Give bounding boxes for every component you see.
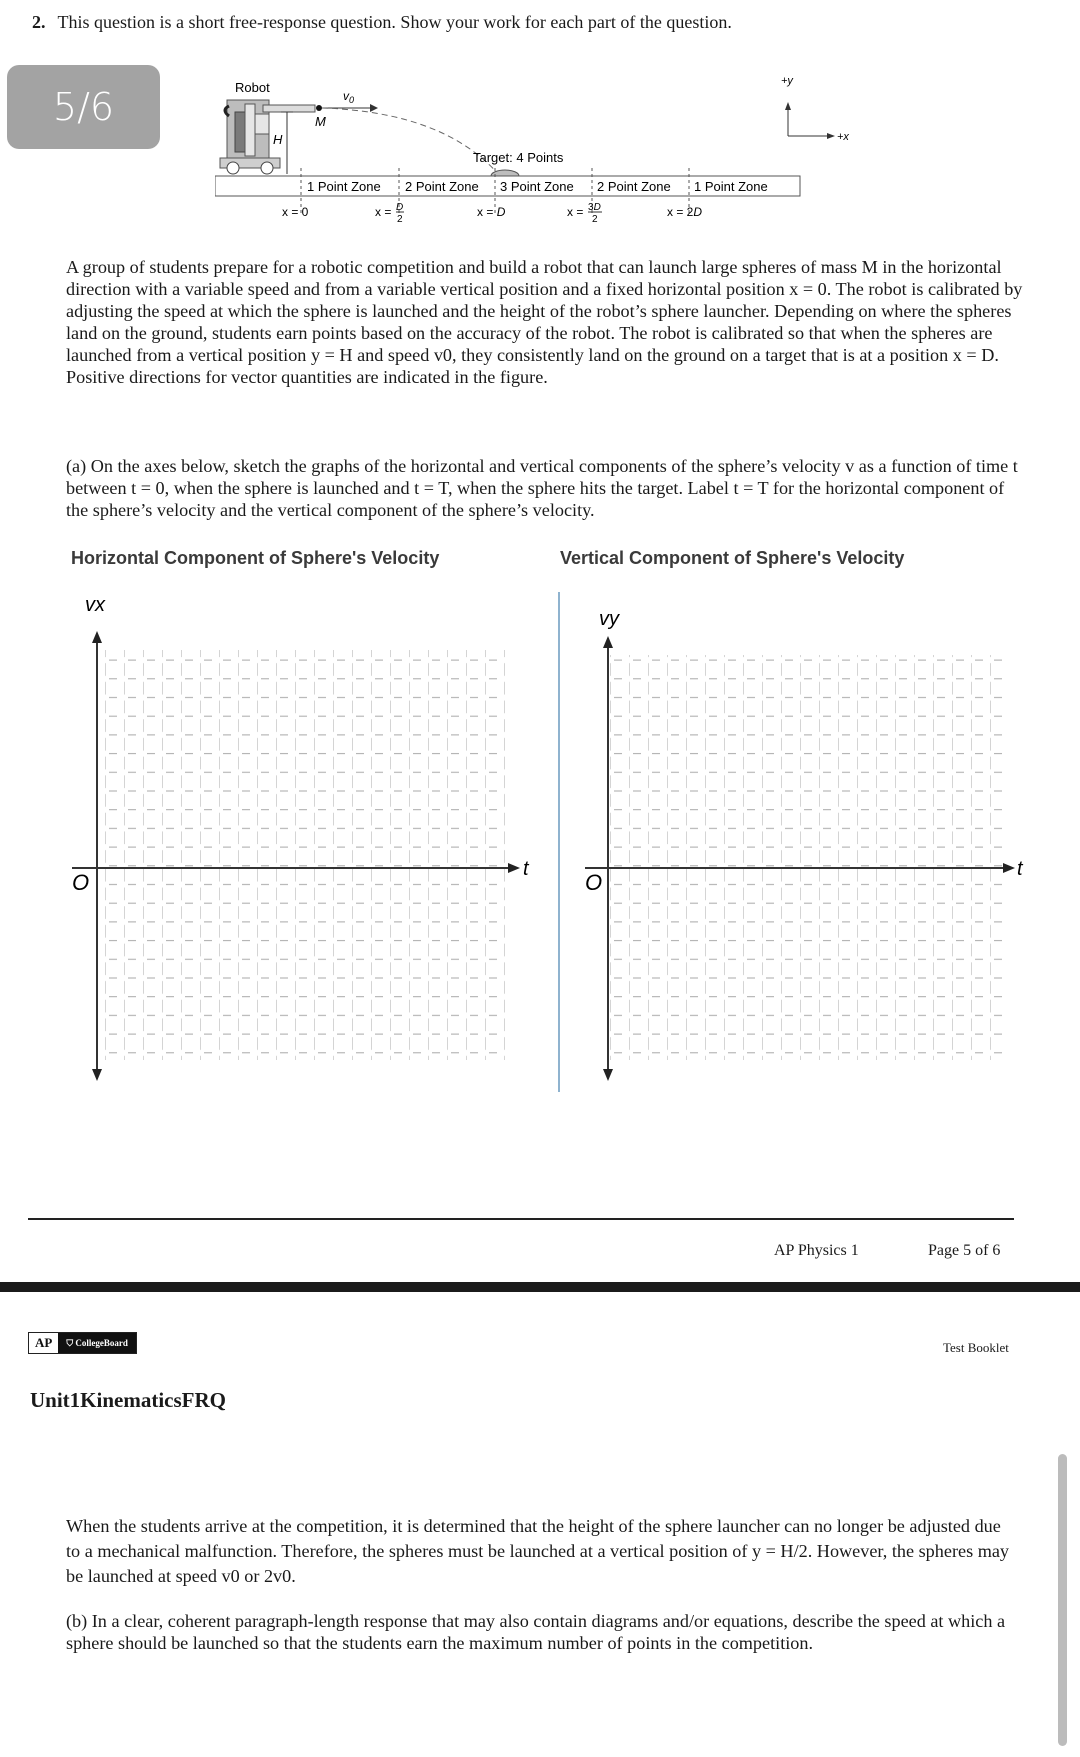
ap-collegeboard-logo — [28, 1332, 137, 1354]
robot-label: Robot — [235, 80, 270, 95]
origin-label: O — [72, 870, 90, 895]
question-header — [32, 12, 732, 33]
footer-subject: AP Physics 1 — [774, 1242, 859, 1259]
svg-text:M: M — [315, 114, 326, 129]
vertical-graph-title: Vertical Component of Sphere's Velocity — [560, 548, 905, 568]
origin-label: O — [585, 870, 603, 895]
robot-diagram — [215, 72, 885, 232]
progress-badge[interactable]: 5/6 — [7, 65, 160, 149]
question-instruction: This question is a short free-response question. Show your work for each part of the question. — [57, 12, 732, 32]
svg-text:x = 0: x = 0 — [282, 205, 309, 219]
svg-text:v0: $v_0$ — [343, 89, 355, 105]
svg-text:+x: +x — [837, 131, 849, 143]
svg-text:x =: x = — [375, 205, 392, 219]
page-footer-rule — [28, 1218, 1014, 1220]
test-booklet-label: Test Booklet — [943, 1340, 1009, 1355]
svg-text:2: 2 — [397, 214, 403, 225]
svg-text:+y: +y — [781, 75, 793, 87]
svg-text:2: 2 — [592, 214, 598, 225]
svg-text:x = 2D: x = 2D — [667, 205, 703, 219]
part-b-prompt: (b) In a clear, coherent paragraph-length response that may also contain diagrams and/or equations, describe the speed at which a sphere should be launched so that the students earn the maximum number of points in the competition. — [66, 1611, 1006, 1653]
vx-axis-label: vx — [85, 595, 105, 616]
question-number: 2. — [32, 12, 46, 32]
part-a-prompt: (a) On the axes below, sketch the graphs of the horizontal and vertical components of the sphere’s velocity v as a function of time t between t = 0, when the sphere is launched and t = T, when the sphere hits the target. Label t = T for the horizontal component of the sphere’s velocity and the vertical component of the sphere’s velocity. — [66, 456, 1018, 520]
footer-page-number: Page 5 of 6 — [928, 1242, 1001, 1259]
document-title: Unit1KinematicsFRQ — [30, 1388, 226, 1412]
horizontal-velocity-graph[interactable] — [60, 595, 540, 1095]
svg-text:1 Point Zone: 1 Point Zone — [307, 179, 381, 194]
svg-text:1 Point Zone: 1 Point Zone — [694, 179, 768, 194]
svg-text:3D: 3D — [588, 202, 601, 213]
t-axis-label: t — [523, 858, 529, 880]
svg-text:H: H — [273, 132, 283, 147]
part-b-intro: When the students arrive at the competition, it is determined that the height of the sphere launcher can no longer be adjusted due to a mechanical malfunction. Therefore, the spheres must be launched at a vertical position of y = H/2. However, the spheres may be launched at speed v0 or 2v0. — [66, 1516, 1010, 1586]
vertical-velocity-graph[interactable] — [565, 595, 1045, 1095]
svg-text:2 Point Zone: 2 Point Zone — [405, 179, 479, 194]
intro-paragraph: A group of students prepare for a robotic competition and build a robot that can launch large spheres of mass M in the horizontal direction with a variable speed and from a variable vertical position and a fixed horizontal position x = 0. The robot is calibrated by adjusting the speed at which the sphere is launched and the height of the robot’s sphere launcher. Depending on where the spheres land on the ground, students earn points based on the accuracy of the robot. The robot is calibrated so that when the spheres are launched from a vertical position y = H and speed v0, they consistently land on the ground on a target that is at a position x = D. Positive directions for vector quantities are indicated in the figure. — [66, 257, 1023, 387]
ap-logo-text: AP — [29, 1333, 58, 1353]
t-axis-label: t — [1017, 858, 1023, 880]
horizontal-graph-title: Horizontal Component of Sphere's Velocity — [71, 548, 440, 568]
vy-axis-label: vy — [599, 608, 619, 630]
page-separator — [0, 1282, 1080, 1292]
svg-text:x =: x = — [567, 205, 584, 219]
target-label: Target: 4 Points — [473, 150, 564, 165]
svg-text:2 Point Zone: 2 Point Zone — [597, 179, 671, 194]
svg-text:x = D: x = D — [477, 205, 506, 219]
scrollbar-thumb[interactable] — [1058, 1454, 1067, 1746]
graph-divider — [558, 592, 560, 1092]
robot-icon — [220, 100, 315, 174]
svg-text:D: D — [396, 202, 404, 213]
svg-text:3 Point Zone: 3 Point Zone — [500, 179, 574, 194]
collegeboard-logo-text: ⛉ CollegeBoard — [58, 1333, 136, 1353]
